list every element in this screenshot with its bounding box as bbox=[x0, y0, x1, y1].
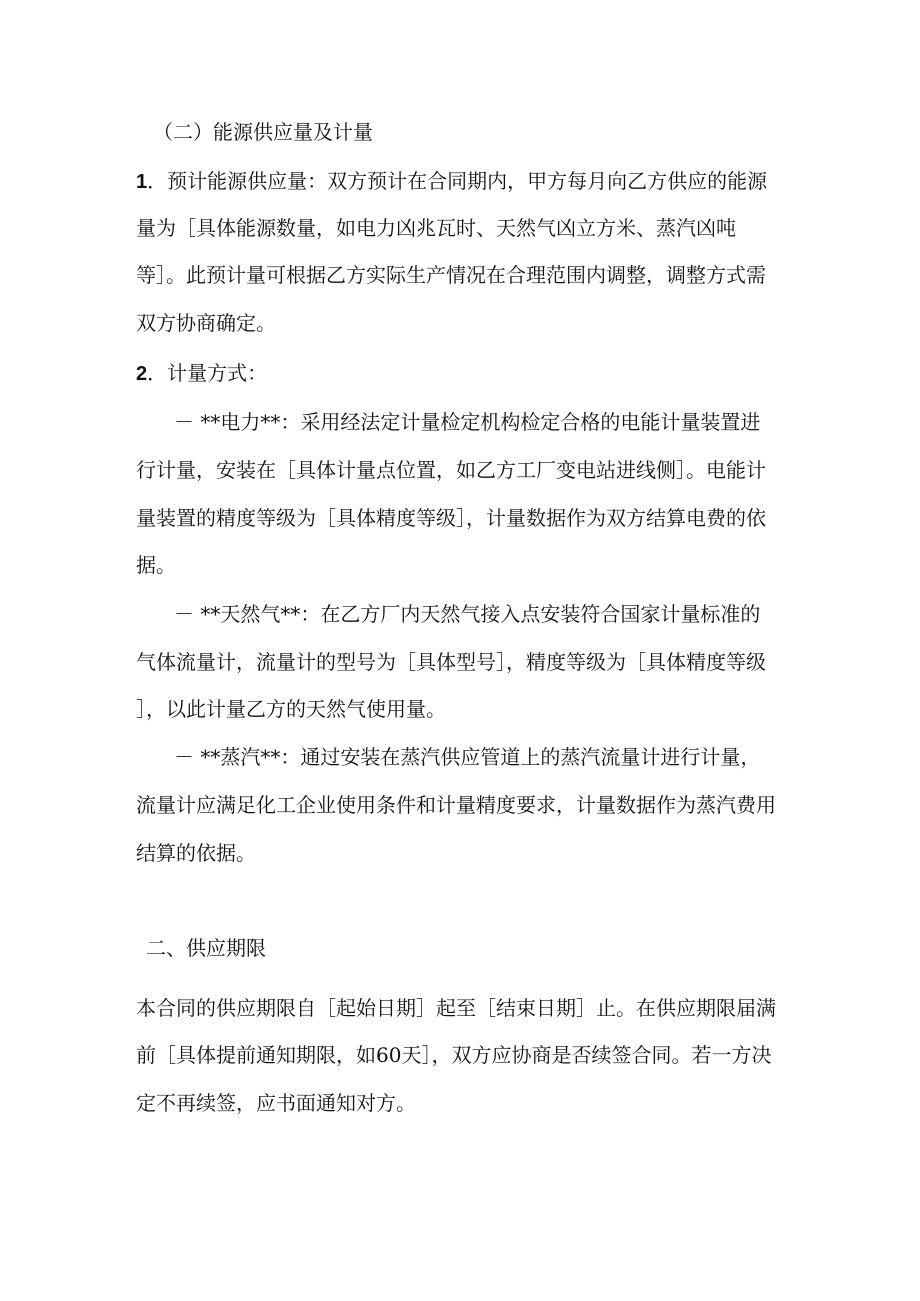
item1-line-4: 双方协商确定。 bbox=[136, 311, 276, 335]
natural-gas-line-3: ］，以此计量乙方的天然气使用量。 bbox=[136, 697, 446, 721]
natural-gas-line-2: 气体流量计，流量计的型号为［具体型号］，精度等级为［具体精度等级 bbox=[136, 650, 766, 674]
steam-line-3: 结算的依据。 bbox=[136, 841, 256, 865]
period-line-1: 本合同的供应期限自［起始日期］起至［结束日期］止。在供应期限届满 bbox=[136, 996, 776, 1020]
item1-line-1 bbox=[136, 167, 767, 196]
item1-line-2: 量为［具体能源数量，如电力凶兆瓦时、天然气凶立方米、蒸汽凶吨 bbox=[136, 216, 736, 240]
period-line-3: 定不再续签，应书面通知对方。 bbox=[136, 1091, 416, 1115]
electricity-line-1: － **电力**：采用经法定计量检定机构检定合格的电能计量装置进 bbox=[174, 410, 761, 434]
period-line-2: 前［具体提前通知期限，如60天］，双方应协商是否续签合同。若一方决 bbox=[136, 1043, 772, 1067]
item1-text-1: ．预计能源供应量：双方预计在合同期内，甲方每月向乙方供应的能源 bbox=[147, 169, 768, 193]
item2-number: 2 bbox=[136, 363, 148, 385]
item1-number: 1 bbox=[136, 171, 148, 193]
electricity-line-3: 量装置的精度等级为［具体精度等级］，计量数据作为双方结算电费的依 bbox=[136, 506, 766, 530]
steam-line-2: 流量计应满足化工企业使用条件和计量精度要求，计量数据作为蒸汽费用 bbox=[136, 793, 776, 817]
item2-line bbox=[136, 359, 267, 388]
steam-line-1: － **蒸汽**：通过安装在蒸汽供应管道上的蒸汽流量计进行计量， bbox=[174, 745, 761, 769]
section-heading-period: 二、供应期限 bbox=[146, 936, 266, 960]
item2-title: ．计量方式： bbox=[147, 361, 268, 385]
section-heading-energy: （二）能源供应量及计量 bbox=[153, 120, 373, 144]
natural-gas-line-1: － **天然气**：在乙方厂内天然气接入点安装符合国家计量标准的 bbox=[174, 602, 761, 626]
item1-line-3: 等］。此预计量可根据乙方实际生产情况在合理范围内调整，调整方式需 bbox=[136, 263, 766, 287]
electricity-line-4: 据。 bbox=[136, 553, 176, 577]
electricity-line-2: 行计量，安装在［具体计量点位置，如乙方工厂变电站进线侧］。电能计 bbox=[136, 458, 766, 482]
